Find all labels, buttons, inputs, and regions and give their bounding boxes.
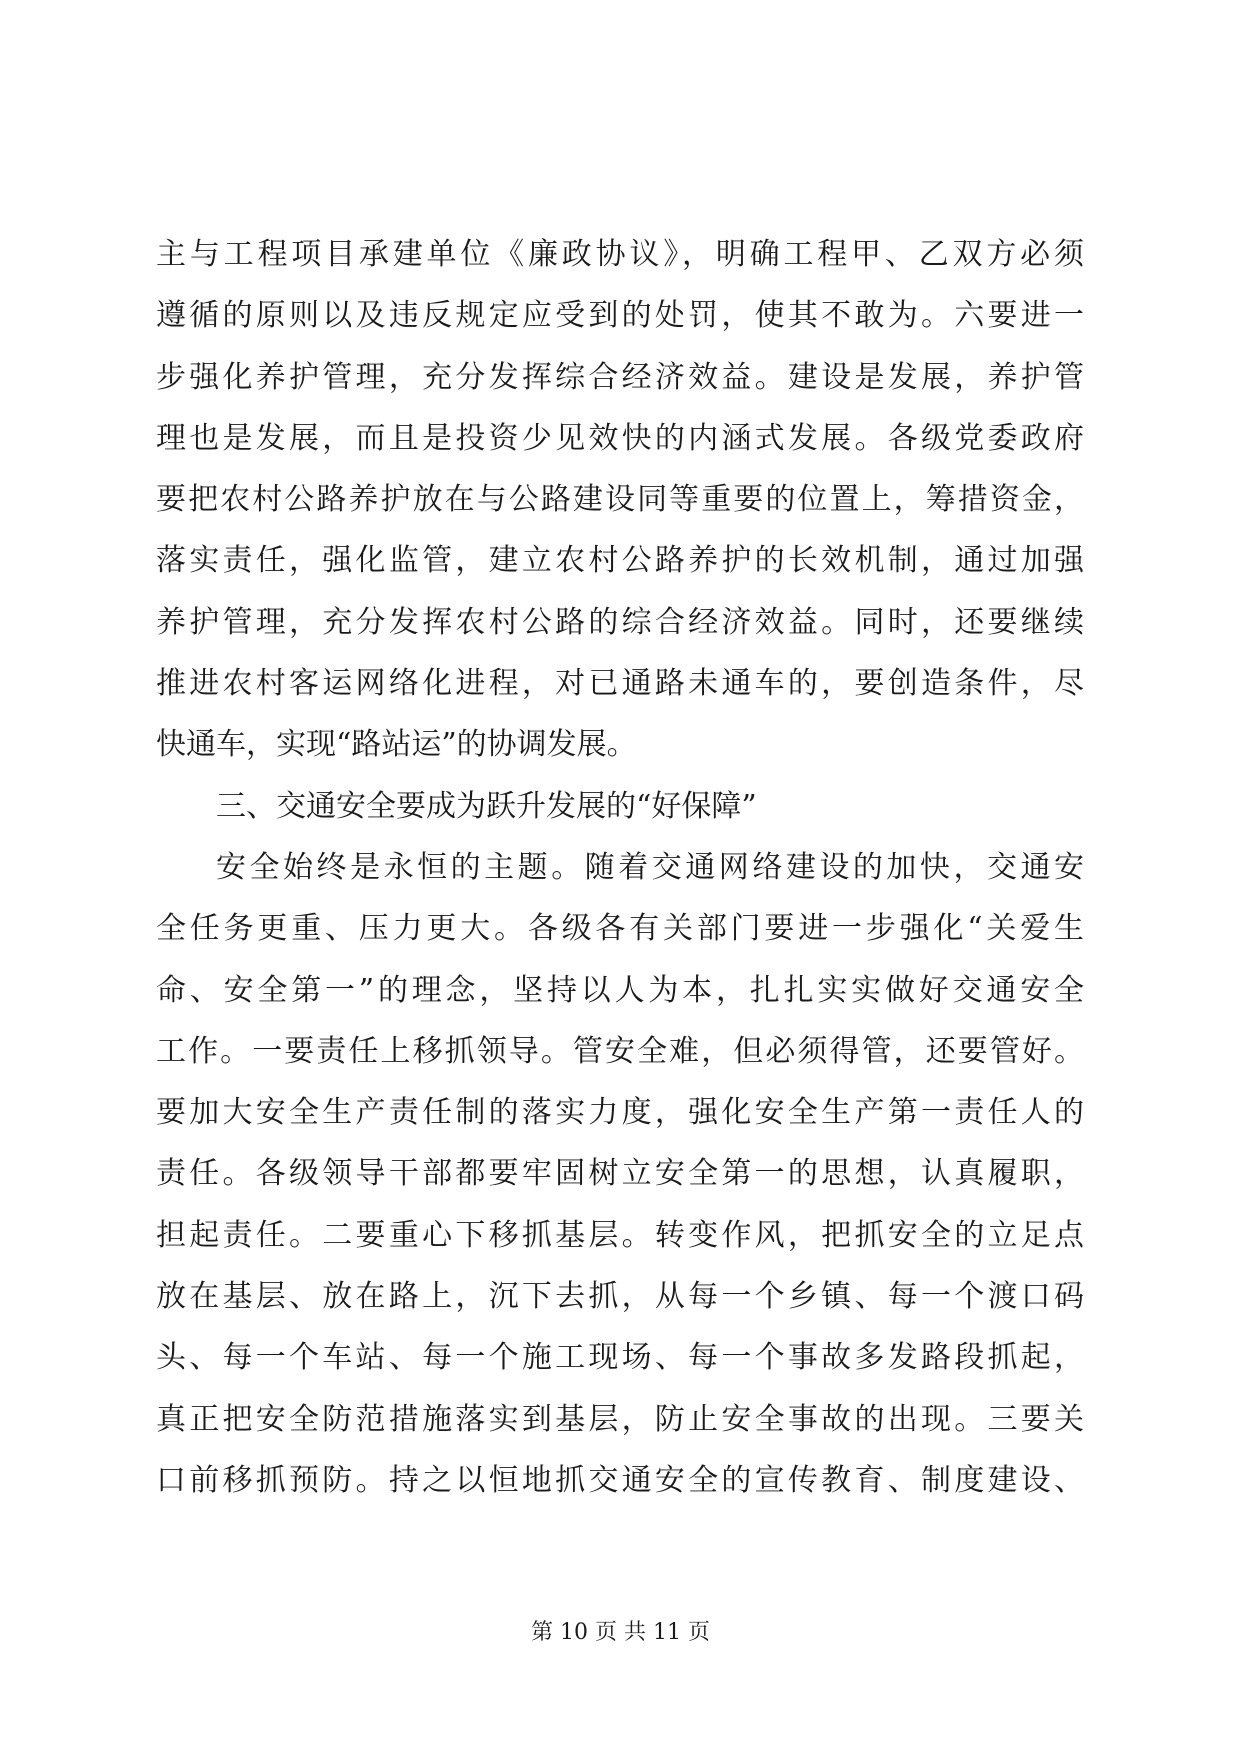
text-line: 工作。一要责任上移抓领导。管安全难，但必须得管，还要管好。 [156, 1033, 1084, 1069]
text-line: 命、安全第一”的理念，坚持以人为本，扎扎实实做好交通安全 [156, 972, 1084, 1008]
page-number-footer: 第 10 页 共 11 页 [531, 1620, 710, 1645]
text-line: 头、每一个车站、每一个施工现场、每一个事故多发路段抓起， [156, 1340, 1084, 1376]
text-line: 要加大安全生产责任制的落实力度，强化安全生产第一责任人的 [156, 1095, 1084, 1131]
text-line: 担起责任。二要重心下移抓基层。转变作风，把抓安全的立足点 [156, 1217, 1084, 1253]
body-text [156, 224, 1084, 1511]
text-line: 遵循的原则以及违反规定应受到的处罚，使其不敢为。六要进一 [156, 298, 1084, 334]
text-line: 安全始终是永恒的主题。随着交通网络建设的加快，交通安 [216, 849, 1084, 885]
text-line: 放在基层、放在路上，沉下去抓，从每一个乡镇、每一个渡口码 [156, 1279, 1084, 1315]
text-line: 口前移抓预防。持之以恒地抓交通安全的宣传教育、制度建设、 [156, 1462, 1084, 1498]
text-line: 步强化养护管理，充分发挥综合经济效益。建设是发展，养护管 [156, 359, 1084, 395]
text-line: 主与工程项目承建单位《廉政协议》，明确工程甲、乙双方必须 [156, 237, 1084, 272]
text-line: 全任务更重、压力更大。各级各有关部门要进一步强化“关爱生 [156, 911, 1084, 947]
text-line: 真正把安全防范措施落实到基层，防止安全事故的出现。三要关 [156, 1401, 1084, 1437]
text-line: 养护管理，充分发挥农村公路的综合经济效益。同时，还要继续 [156, 604, 1084, 640]
text-line: 落实责任，强化监管，建立农村公路养护的长效机制，通过加强 [156, 543, 1084, 579]
text-line: 推进农村客运网络化进程，对已通路未通车的，要创造条件，尽 [156, 666, 1084, 702]
section-heading: 三、交通安全要成为跃升发展的“好保障” [216, 788, 757, 824]
text-line: 责任。各级领导干部都要牢固树立安全第一的思想，认真履职， [156, 1156, 1084, 1192]
text-line: 理也是发展，而且是投资少见效快的内涵式发展。各级党委政府 [156, 420, 1084, 456]
text-line: 快通车，实现“路站运”的协调发展。 [156, 727, 637, 763]
text-line: 要把农村公路养护放在与公路建设同等重要的位置上，筹措资金， [156, 482, 1084, 518]
